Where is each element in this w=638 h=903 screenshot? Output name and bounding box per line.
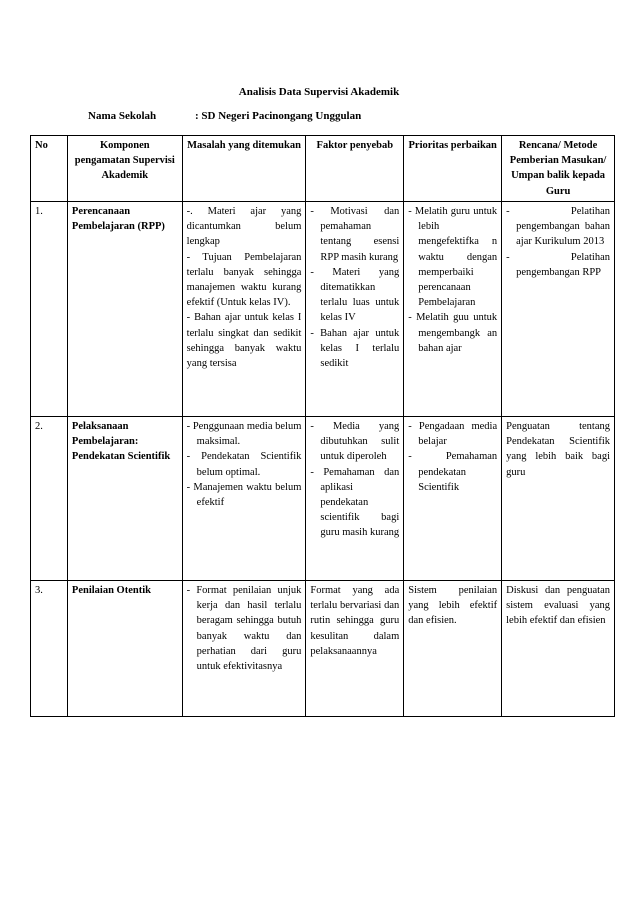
faktor-item: - Motivasi dan pemahaman tentang esensi RPP masih kurang xyxy=(310,205,400,263)
row-no: 3. xyxy=(31,580,68,716)
table-row xyxy=(31,416,615,580)
prioritas-item: - Melatih guru untuk lebih mengefektifka n waktu dengan memperbaiki perencanaan Pembelajaran xyxy=(408,205,498,309)
faktor-item: - Materi yang ditematikkan terlalu luas untuk kelas IV xyxy=(310,266,400,324)
row-rencana xyxy=(502,580,615,716)
row-komponen: Penilaian Otentik xyxy=(67,580,182,716)
header-faktor: Faktor penyebab xyxy=(306,136,404,202)
masalah-item: - Penggunaan media belum maksimal. xyxy=(186,420,302,448)
row-masalah xyxy=(182,201,306,416)
header-row xyxy=(31,136,615,202)
prioritas-item: - Pemahaman pendekatan Scientifik xyxy=(408,451,498,493)
header-rencana: Rencana/ Metode Pemberian Masukan/ Umpan balik kepada Guru xyxy=(502,136,615,202)
row-no: 2. xyxy=(31,416,68,580)
faktor-item: - Bahan ajar untuk kelas I terlalu sedikit xyxy=(310,327,400,370)
faktor-item: - Pemahaman dan aplikasi pendekatan scientifik bagi guru masih kurang xyxy=(310,466,400,539)
row-komponen: Perencanaan Pembelajaran (RPP) xyxy=(67,201,182,416)
document-title: Analisis Data Supervisi Akademik xyxy=(238,86,400,98)
row-faktor xyxy=(306,580,404,716)
masalah-item: - Pendekatan Scientifik belum optimal. xyxy=(186,451,302,478)
row-rencana xyxy=(502,201,615,416)
rencana-item: - Pelatihan pengembangan RPP xyxy=(506,251,610,278)
masalah-item: - Manajemen waktu belum efektif xyxy=(186,481,302,508)
row-rencana xyxy=(502,416,615,580)
header-komponen: Komponen pengamatan Supervisi Akademik xyxy=(67,136,182,202)
prioritas-item: - Pengadaan media belajar xyxy=(408,420,498,448)
table-row xyxy=(31,201,615,416)
prioritas-item: - Melatih guu untuk mengembangk an bahan ajar xyxy=(408,312,498,354)
masalah-item: -. Materi ajar yang dicantumkan belum lengkap xyxy=(186,205,302,248)
masalah-item: - Format penilaian unjuk kerja dan hasil terlalu beragam sehingga butuh banyak waktu dan perhatian dari guru untuk efektivitasnya xyxy=(186,584,302,672)
rencana-item: - Pelatihan pengembangan bahan ajar Kurikulum 2013 xyxy=(506,205,610,248)
masalah-item: - Bahan ajar untuk kelas I terlalu singkat dan sedikit sehingga banyak waktu yang tersisa xyxy=(186,312,302,370)
school-line xyxy=(88,110,361,122)
school-value: : SD Negeri Pacinongang Unggulan xyxy=(195,110,362,122)
row-no: 1. xyxy=(31,201,68,416)
row-faktor xyxy=(306,416,404,580)
row-prioritas xyxy=(404,416,502,580)
school-label: Nama Sekolah xyxy=(88,110,157,122)
supervision-table xyxy=(30,135,615,717)
row-masalah xyxy=(182,580,306,716)
header-no: No xyxy=(31,136,68,202)
table-row xyxy=(31,580,615,716)
rencana-item: Penguatan tentang Pendekatan Scientifik yang lebih baik bagi guru xyxy=(506,420,610,478)
row-prioritas xyxy=(404,201,502,416)
faktor-item: Format yang ada terlalu bervariasi dan rutin sehingga guru kesulitan dalam pelaksanaannya xyxy=(310,584,400,657)
rencana-item: Diskusi dan penguatan sistem evaluasi yang lebih efektif dan efisien xyxy=(506,584,610,627)
row-komponen: Pelaksanaan Pembelajaran: Pendekatan Scientifik xyxy=(67,416,182,580)
row-masalah xyxy=(182,416,306,580)
row-faktor xyxy=(306,201,404,416)
masalah-item: - Tujuan Pembelajaran terlalu banyak sehingga manajemen waktu kurang efektif (Untuk kelas IV). xyxy=(186,251,302,309)
faktor-item: - Media yang dibutuhkan sulit untuk diperoleh xyxy=(310,420,400,463)
header-prioritas: Prioritas perbaikan xyxy=(404,136,502,202)
row-prioritas xyxy=(404,580,502,716)
header-masalah: Masalah yang ditemukan xyxy=(182,136,306,202)
prioritas-item: Sistem penilaian yang lebih efektif dan efisien. xyxy=(408,584,498,627)
